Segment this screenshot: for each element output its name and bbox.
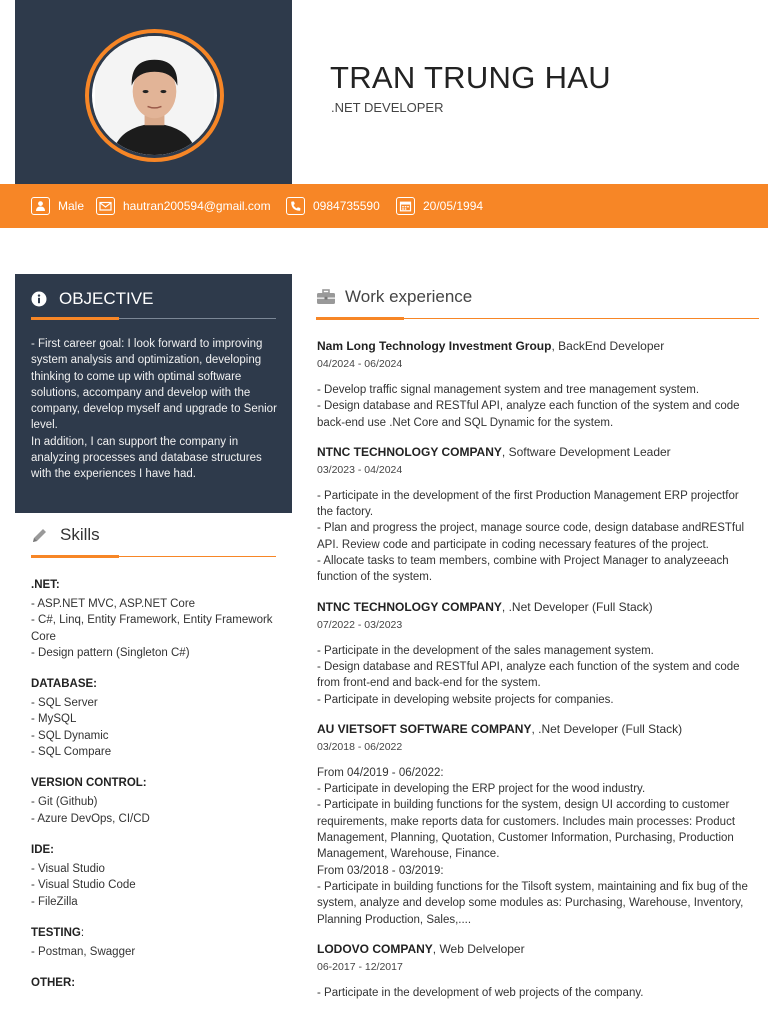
contact-email[interactable] bbox=[96, 196, 271, 216]
job-description: - Participate in the development of the sales management system. - Design database and RESTful API, analyze each function of the system and code from front-end and back-end for the system. - Participate in developing website projects for companies. bbox=[317, 644, 740, 706]
objective-divider-accent bbox=[31, 317, 119, 320]
skill-group-items: - ASP.NET MVC, ASP.NET Core - C#, Linq, Entity Framework, Entity Framework Core - Design pattern (Singleton C#) bbox=[31, 598, 273, 659]
skill-group bbox=[31, 676, 281, 760]
skill-group-items: - Visual Studio - Visual Studio Code - FileZilla bbox=[31, 862, 136, 908]
skill-group-title-text: TESTING bbox=[31, 926, 81, 939]
skill-group bbox=[31, 842, 281, 910]
job-description: - Participate in the development of the first Production Management ERP projectfor the factory. - Plan and progress the project, manage source code, design database andRESTful API. Review code and participate in coding necessary features of the project. - Allocate tasks to team members, combine with Project Manager to analyzeeach function of the system. bbox=[317, 489, 745, 584]
job-entry bbox=[317, 721, 757, 928]
phone-icon bbox=[286, 197, 305, 215]
job-header bbox=[317, 941, 757, 957]
avatar-photo bbox=[92, 36, 217, 155]
contact-phone-text[interactable]: 0984735590 bbox=[313, 199, 380, 213]
contact-bar bbox=[0, 184, 768, 228]
skills-list bbox=[31, 577, 281, 1006]
calendar-icon bbox=[396, 197, 415, 215]
job-dates: 06-2017 - 12/2017 bbox=[317, 960, 403, 973]
avatar bbox=[85, 29, 224, 162]
job-entry bbox=[317, 444, 757, 586]
job-header bbox=[317, 599, 757, 615]
skill-group-title: OTHER: bbox=[31, 977, 76, 990]
skills-heading-text: Skills bbox=[60, 525, 100, 544]
skill-group-colon: : bbox=[80, 926, 85, 939]
skill-group-title: DATABASE: bbox=[31, 678, 98, 691]
briefcase-icon bbox=[316, 289, 336, 305]
job-role: , Web Delveloper bbox=[432, 941, 525, 956]
objective-heading bbox=[31, 289, 153, 309]
objective-heading-text: OBJECTIVE bbox=[59, 289, 154, 308]
job-list bbox=[317, 338, 757, 1014]
candidate-name: TRAN TRUNG HAU bbox=[330, 60, 611, 95]
job-role: , .Net Developer (Full Stack) bbox=[531, 721, 683, 736]
job-company: NTNC TECHNOLOGY COMPANY bbox=[317, 599, 502, 614]
contact-email-text[interactable]: hautran200594@gmail.com bbox=[123, 199, 271, 213]
skills-heading bbox=[31, 525, 100, 545]
skill-group-title: VERSION CONTROL: bbox=[31, 777, 147, 790]
pencil-icon bbox=[31, 527, 48, 544]
envelope-icon bbox=[96, 197, 115, 215]
skill-group bbox=[31, 975, 281, 991]
job-entry bbox=[317, 338, 757, 431]
job-role: , BackEnd Developer bbox=[551, 339, 665, 353]
job-dates: 03/2018 - 06/2022 bbox=[317, 740, 403, 753]
job-header bbox=[317, 444, 757, 460]
skill-group bbox=[31, 925, 281, 960]
job-company: NTNC TECHNOLOGY COMPANY bbox=[317, 444, 502, 459]
candidate-title: .NET DEVELOPER bbox=[331, 100, 444, 115]
job-entry bbox=[317, 599, 757, 708]
skill-group bbox=[31, 775, 281, 827]
contact-birthday bbox=[396, 196, 483, 216]
job-description: From 04/2019 - 06/2022: - Participate in developing the ERP project for the wood industry. - Participate in building functions for the system, design UI according to customer requirements, make reports data for customers. Includes main processes: Product Management, Planning, Quotation, Customer Information, Purchasing, Production Management, Warehouse, Finance. From 03/2018 - 03/2019: - Participate in building functions for the Tilsoft system, maintaining and fix bug of the system, analyze and develop some modules as: Purchasing, Warehouse, Inventory, Planning Production, Sales,.... bbox=[317, 766, 748, 926]
job-dates: 04/2024 - 06/2024 bbox=[317, 358, 403, 370]
skill-group-title bbox=[31, 925, 281, 941]
contact-phone[interactable] bbox=[286, 196, 380, 216]
info-icon bbox=[31, 291, 47, 307]
skill-group-title: IDE: bbox=[31, 843, 54, 856]
skills-divider-accent bbox=[31, 555, 119, 558]
skill-group-items: - Postman, Swagger bbox=[31, 945, 136, 958]
job-dates: 07/2022 - 03/2023 bbox=[317, 618, 403, 631]
job-company: Nam Long Technology Investment Group bbox=[317, 339, 552, 353]
work-heading-text: Work experience bbox=[345, 287, 473, 306]
job-description: - Develop traffic signal management system and tree management system. - Design database and RESTful API, analyze each function of the system and code back-end use .Net Core and SQL Dynamic for the system. bbox=[317, 384, 740, 429]
contact-gender-text: Male bbox=[58, 199, 85, 213]
skill-group-items: - Git (Github) - Azure DevOps, CI/CD bbox=[31, 796, 150, 825]
skill-group bbox=[31, 577, 281, 661]
job-description: - Participate in the development of web projects of the company. bbox=[317, 986, 644, 999]
user-icon bbox=[31, 197, 50, 215]
job-role: , .Net Developer (Full Stack) bbox=[501, 599, 653, 614]
job-role: , Software Development Leader bbox=[501, 444, 671, 459]
objective-section bbox=[15, 274, 292, 513]
skill-group-items: - SQL Server - MySQL - SQL Dynamic - SQL Compare bbox=[31, 697, 112, 759]
job-header bbox=[317, 338, 757, 354]
job-header bbox=[317, 721, 757, 737]
contact-birthday-text: 20/05/1994 bbox=[423, 199, 484, 213]
work-divider-accent bbox=[316, 317, 404, 320]
objective-text: - First career goal: I look forward to improving system analysis and optimization, developing thinking to come up with optimal software solutions, accompany and develop with the company, develop myself and upgrade to Senior level. In addition, I can support the company in analyzing processes and database structures with the experiences I have had. bbox=[31, 338, 277, 481]
job-entry bbox=[317, 941, 757, 1001]
job-company: LODOVO COMPANY bbox=[317, 941, 433, 956]
job-company: AU VIETSOFT SOFTWARE COMPANY bbox=[317, 721, 532, 736]
contact-gender bbox=[31, 196, 84, 216]
skill-group-title: .NET: bbox=[31, 579, 60, 591]
work-heading bbox=[316, 287, 472, 307]
job-dates: 03/2023 - 04/2024 bbox=[317, 463, 403, 476]
